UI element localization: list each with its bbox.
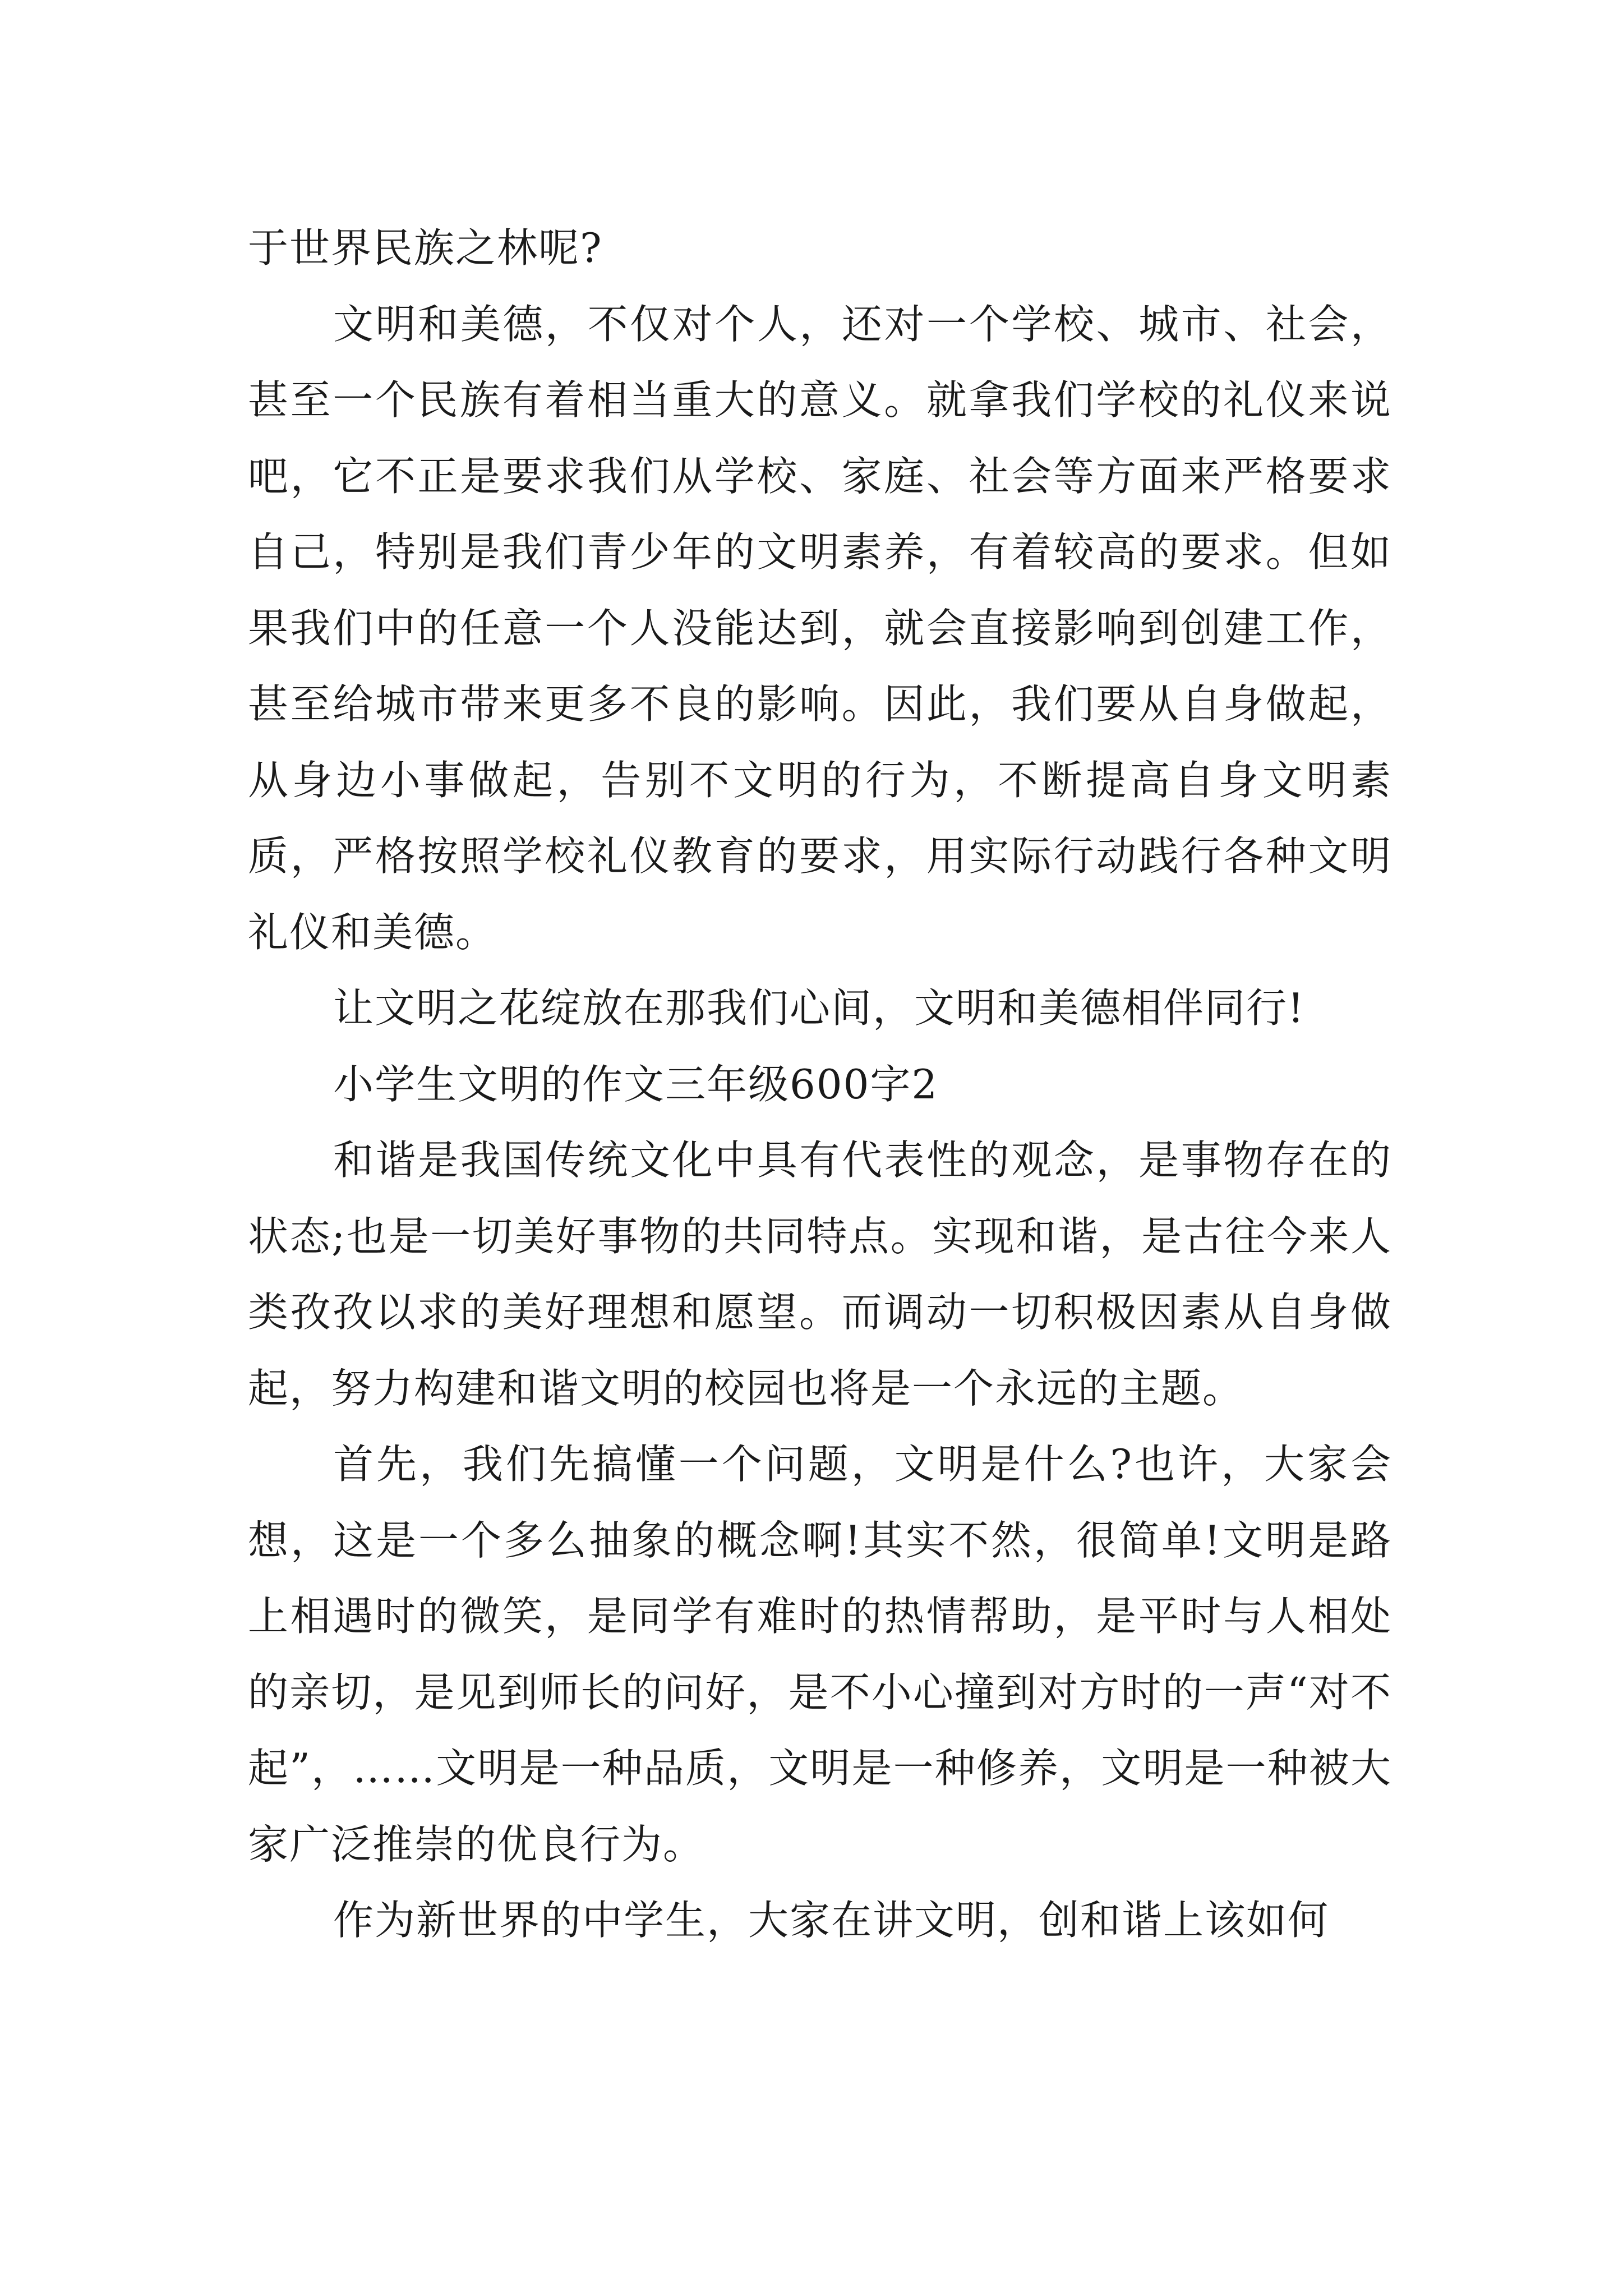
document-body — [248, 210, 1392, 1959]
paragraph-6: 作为新世界的中学生，大家在讲文明，创和谐上该如何 — [333, 1897, 1330, 1944]
section-heading: 小学生文明的作文三年级600字2 — [333, 1060, 939, 1108]
paragraph-3: 让文明之花绽放在那我们心间，文明和美德相伴同行! — [333, 984, 1305, 1032]
paragraph-5: 首先，我们先搞懂一个问题，文明是什么?也许，大家会想，这是一个多么抽象的概念啊!其实不然，很简单!文明是路上相遇时的微笑，是同学有难时的热情帮助，是平时与人相处的亲切，是见到师长的问好，是不小心撞到对方时的一声“对不起”，……文明是一种品质，文明是一种修养，文明是一种被大家广泛推崇的优良行为。 — [248, 1441, 1392, 1868]
paragraph-1: 于世界民族之林呢? — [248, 224, 603, 272]
paragraph-2: 文明和美德，不仅对个人，还对一个学校、城市、社会，甚至一个民族有着相当重大的意义。就拿我们学校的礼仪来说吧，它不正是要求我们从学校、家庭、社会等方面来严格要求自己，特别是我们青少年的文明素养，有着较高的要求。但如果我们中的任意一个人没能达到，就会直接影响到创建工作，甚至给城市带来更多不良的影响。因此，我们要从自身做起，从身边小事做起，告别不文明的行为，不断提高自身文明素质，严格按照学校礼仪教育的要求，用实际行动践行各种文明礼仪和美德。 — [248, 300, 1392, 956]
paragraph-4: 和谐是我国传统文化中具有代表性的观念，是事物存在的状态;也是一切美好事物的共同特点。实现和谐，是古往今来人类孜孜以求的美好理想和愿望。而调动一切积极因素从自身做起，努力构建和谐文明的校园也将是一个永远的主题。 — [248, 1137, 1392, 1412]
